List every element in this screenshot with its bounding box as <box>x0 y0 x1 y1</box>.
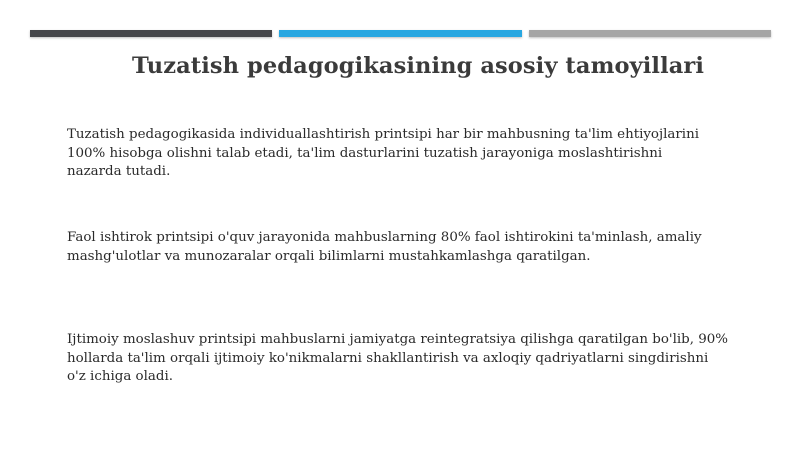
paragraph-social-adaptation <box>67 331 757 387</box>
paragraph-line: mashg'ulotlar va munozaralar orqali bilimlarni mustahkamlashga qaratilgan. <box>67 248 591 264</box>
accent-bar-blue <box>279 30 522 37</box>
paragraph-line: nazarda tutadi. <box>67 164 171 179</box>
paragraph-line: hollarda ta'lim orqali ijtimoiy ko'nikmalarni shakllantirish va axloqiy qadriyatlarni singdirishni <box>67 350 709 366</box>
paragraph-line: Faol ishtirok printsipi o'quv jarayonida mahbuslarning 80% faol ishtirokini ta'minlash, amaliy <box>67 230 702 245</box>
paragraph-individualization <box>67 126 757 182</box>
paragraph-line: Ijtimoiy moslashuv printsipi mahbuslarni jamiyatga reintegratsiya qilishga qaratilgan bo'lib, 90% <box>67 332 729 347</box>
top-accent-bars <box>30 30 771 37</box>
accent-bar-dark <box>30 30 272 37</box>
accent-bar-gray <box>529 30 771 37</box>
paragraph-line: 100% hisobga olishni talab etadi, ta'lim dasturlarini tuzatish jarayoniga moslashtirishni <box>67 145 663 161</box>
slide-title: Tuzatish pedagogikasining asosiy tamoyillari <box>131 53 705 79</box>
paragraph-line: o'z ichiga oladi. <box>67 369 173 384</box>
paragraph-active-participation <box>67 229 757 266</box>
paragraph-line: Tuzatish pedagogikasida individuallashtirish printsipi har bir mahbusning ta'lim ehtiyojlarini <box>67 127 699 142</box>
